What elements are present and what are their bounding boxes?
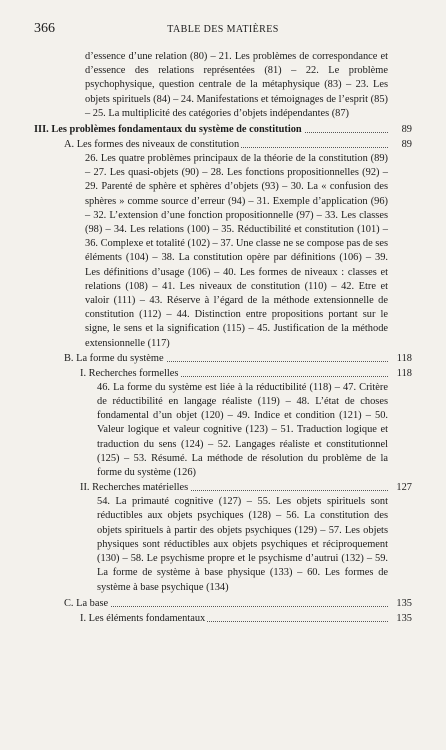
toc-entry-title: I. Recherches formelles [80, 367, 179, 379]
section-b-ii-paragraph: 54. La primauté cognitive (127) – 55. Les objets spirituels sont réductibles aux objets psychiques (128) – 56. La constitution des objets spirituels à partir des objets psychiques (129) – 57. Les objets physiques sont réductibles aux objets psychiques et réciproquement (130) – 58. Le psychisme propre et le psychisme d’autrui (132) – 59. La forme de système à base physique (133) – 60. Les formes de système à base psychique (134) [97, 496, 388, 593]
toc-entry-title: II. Recherches matérielles [80, 482, 189, 494]
toc-entry-section-c-i[interactable] [0, 611, 446, 626]
page-header [34, 23, 412, 37]
toc-entry-section-b[interactable] [0, 351, 446, 366]
toc-entry-section-b-ii[interactable] [0, 480, 446, 495]
toc-entry-section-b-i[interactable] [0, 366, 446, 381]
section-b-i-paragraph: 46. La forme du système est liée à la réductibilité (118) – 47. Critère de réductibilité en langage réaliste (119) – 48. L’état de choses fondamental d’un objet (120) – 49. Indice et condition (121) – 50. Valeur logique et valeur cognitive (123) – 51. Traduction logique et traduction du sens (124) – 52. Langages réaliste et constitutionnel (125) – 53. Résumé. La méthode de résolution du problème de la forme du système (126) [97, 381, 388, 479]
toc-entry-page: 118 [396, 367, 412, 379]
toc-entry-section-c[interactable] [0, 596, 446, 611]
intro-paragraph: d’essence d’une relation (80) – 21. Les problèmes de correspondance et d’essence des relations représentées (81) – 22. Le problème psychophysique, question centrale de la métaphysique (83) – 23. Les objets spirituels (84) – 24. Manifestations et témoignages de l’esprit (85) – 25. La multiplicité des catégories d’objets indépendantes (87) [85, 51, 388, 119]
toc-entry-page: 135 [396, 597, 412, 609]
toc-entry-page: 135 [396, 612, 412, 624]
toc-entry-section-a[interactable] [0, 137, 446, 152]
toc-entry-section-iii[interactable] [0, 122, 446, 137]
toc-entry-page: 89 [401, 124, 412, 136]
toc-entry-title: I. Les éléments fondamentaux [80, 612, 206, 624]
page-number: 366 [34, 21, 55, 36]
toc-entry-page: 118 [396, 352, 412, 364]
toc-entry-page: 127 [396, 482, 412, 494]
toc-entry-title: C. La base [64, 597, 109, 609]
toc-entry-title: B. La forme du système [64, 352, 164, 364]
running-title: TABLE DES MATIÈRES [167, 24, 279, 35]
toc-content [0, 50, 446, 626]
toc-entry-title: III. Les problèmes fondamentaux du système de constitution [34, 124, 302, 136]
section-a-paragraph: 26. Les quatre problèmes principaux de la théorie de la constitution (89) – 27. Les quasi-objets (90) – 28. Les fonctions propositionnelles (92) – 29. Parenté de sphère et sphères d’objets (93) – 30. La « confusion des sphères » comme source d’erreur (94) – 31. Exemple d’application (96) – 32. L’extension d’une fonction propositionnelle (97) – 33. Les classes (98) – 34. Les relations (100) – 35. Réductibilité et constitution (101) – 36. Complexe et totalité (102) – 37. Une classe ne se compose pas de ses éléments (104) – 38. La constitution opère par définitions (106) – 39. Les définitions d’usage (106) – 40. Les formes de niveaux : classes et relations (108) – 41. Les niveaux de constitution (110) – 42. Etre et valoir (111) – 43. Réserve à l’égard de la méthode extensionnelle de constitution (112) – 44. Distinction entre propositions portant sur le signe, le sens et la signification (115) – 45. Justification de la méthode extensionnelle (117) [85, 153, 388, 349]
toc-entry-title: A. Les formes des niveaux de constitution [64, 139, 240, 151]
toc-entry-page: 89 [401, 139, 412, 151]
